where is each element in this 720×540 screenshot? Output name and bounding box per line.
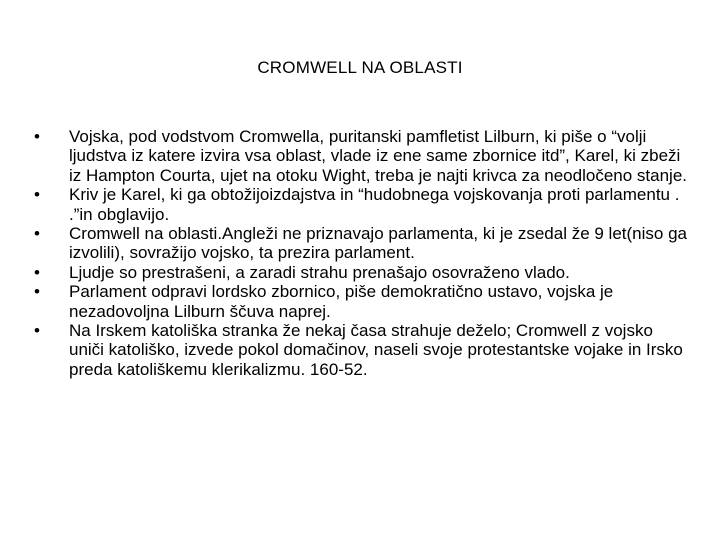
bullet-text: Ljudje so prestrašeni, a zaradi strahu prenašajo osovraženo vlado. [69, 262, 570, 282]
list-item [30, 224, 690, 263]
list-item [30, 282, 690, 321]
bullet-icon: • [34, 321, 40, 341]
bullet-text: Vojska, pod vodstvom Cromwella, puritanski pamfletist Lilburn, ki piše o “volji ljudstva iz katere izvira vsa oblast, vlade iz ene same zbornice itd”, Karel, ki zbeži iz Hampton Courta, ujet na otoku Wight, treba je najti krivca za neodločeno stanje. [69, 127, 688, 185]
bullet-icon: • [34, 282, 40, 302]
list-item [30, 321, 690, 379]
bullet-icon: • [34, 127, 40, 146]
bullet-icon: • [34, 224, 40, 244]
bullet-icon: • [34, 185, 40, 205]
bullet-text: Cromwell na oblasti.Angleži ne priznavajo parlamenta, ki je zsedal že 9 let(niso ga izvolili), sovražijo vojsko, ta prezira parlament. [69, 224, 687, 263]
bullet-text: Parlament odpravi lordsko zbornico, piše demokratično ustavo, vojska je nezadovoljna Lilburn ščuva naprej. [69, 282, 614, 321]
list-item [30, 127, 690, 185]
bullet-list [30, 127, 690, 379]
bullet-icon: • [34, 262, 40, 282]
list-item [30, 263, 690, 282]
bullet-text: Kriv je Karel, ki ga obtožijoizdajstva in “hudobnega vojskovanja proti parlamentu . .”in obglavijo. [69, 185, 680, 224]
bullet-text: Na Irskem katoliška stranka že nekaj časa strahuje deželo; Cromwell z vojsko uniči katoliško, izvede pokol domačinov, naseli svoje protestantske vojake in Irsko preda katoliškemu klerikalizmu. 160-52. [69, 321, 683, 379]
list-item [30, 185, 690, 224]
slide-title: CROMWELL NA OBLASTI [257, 58, 463, 77]
